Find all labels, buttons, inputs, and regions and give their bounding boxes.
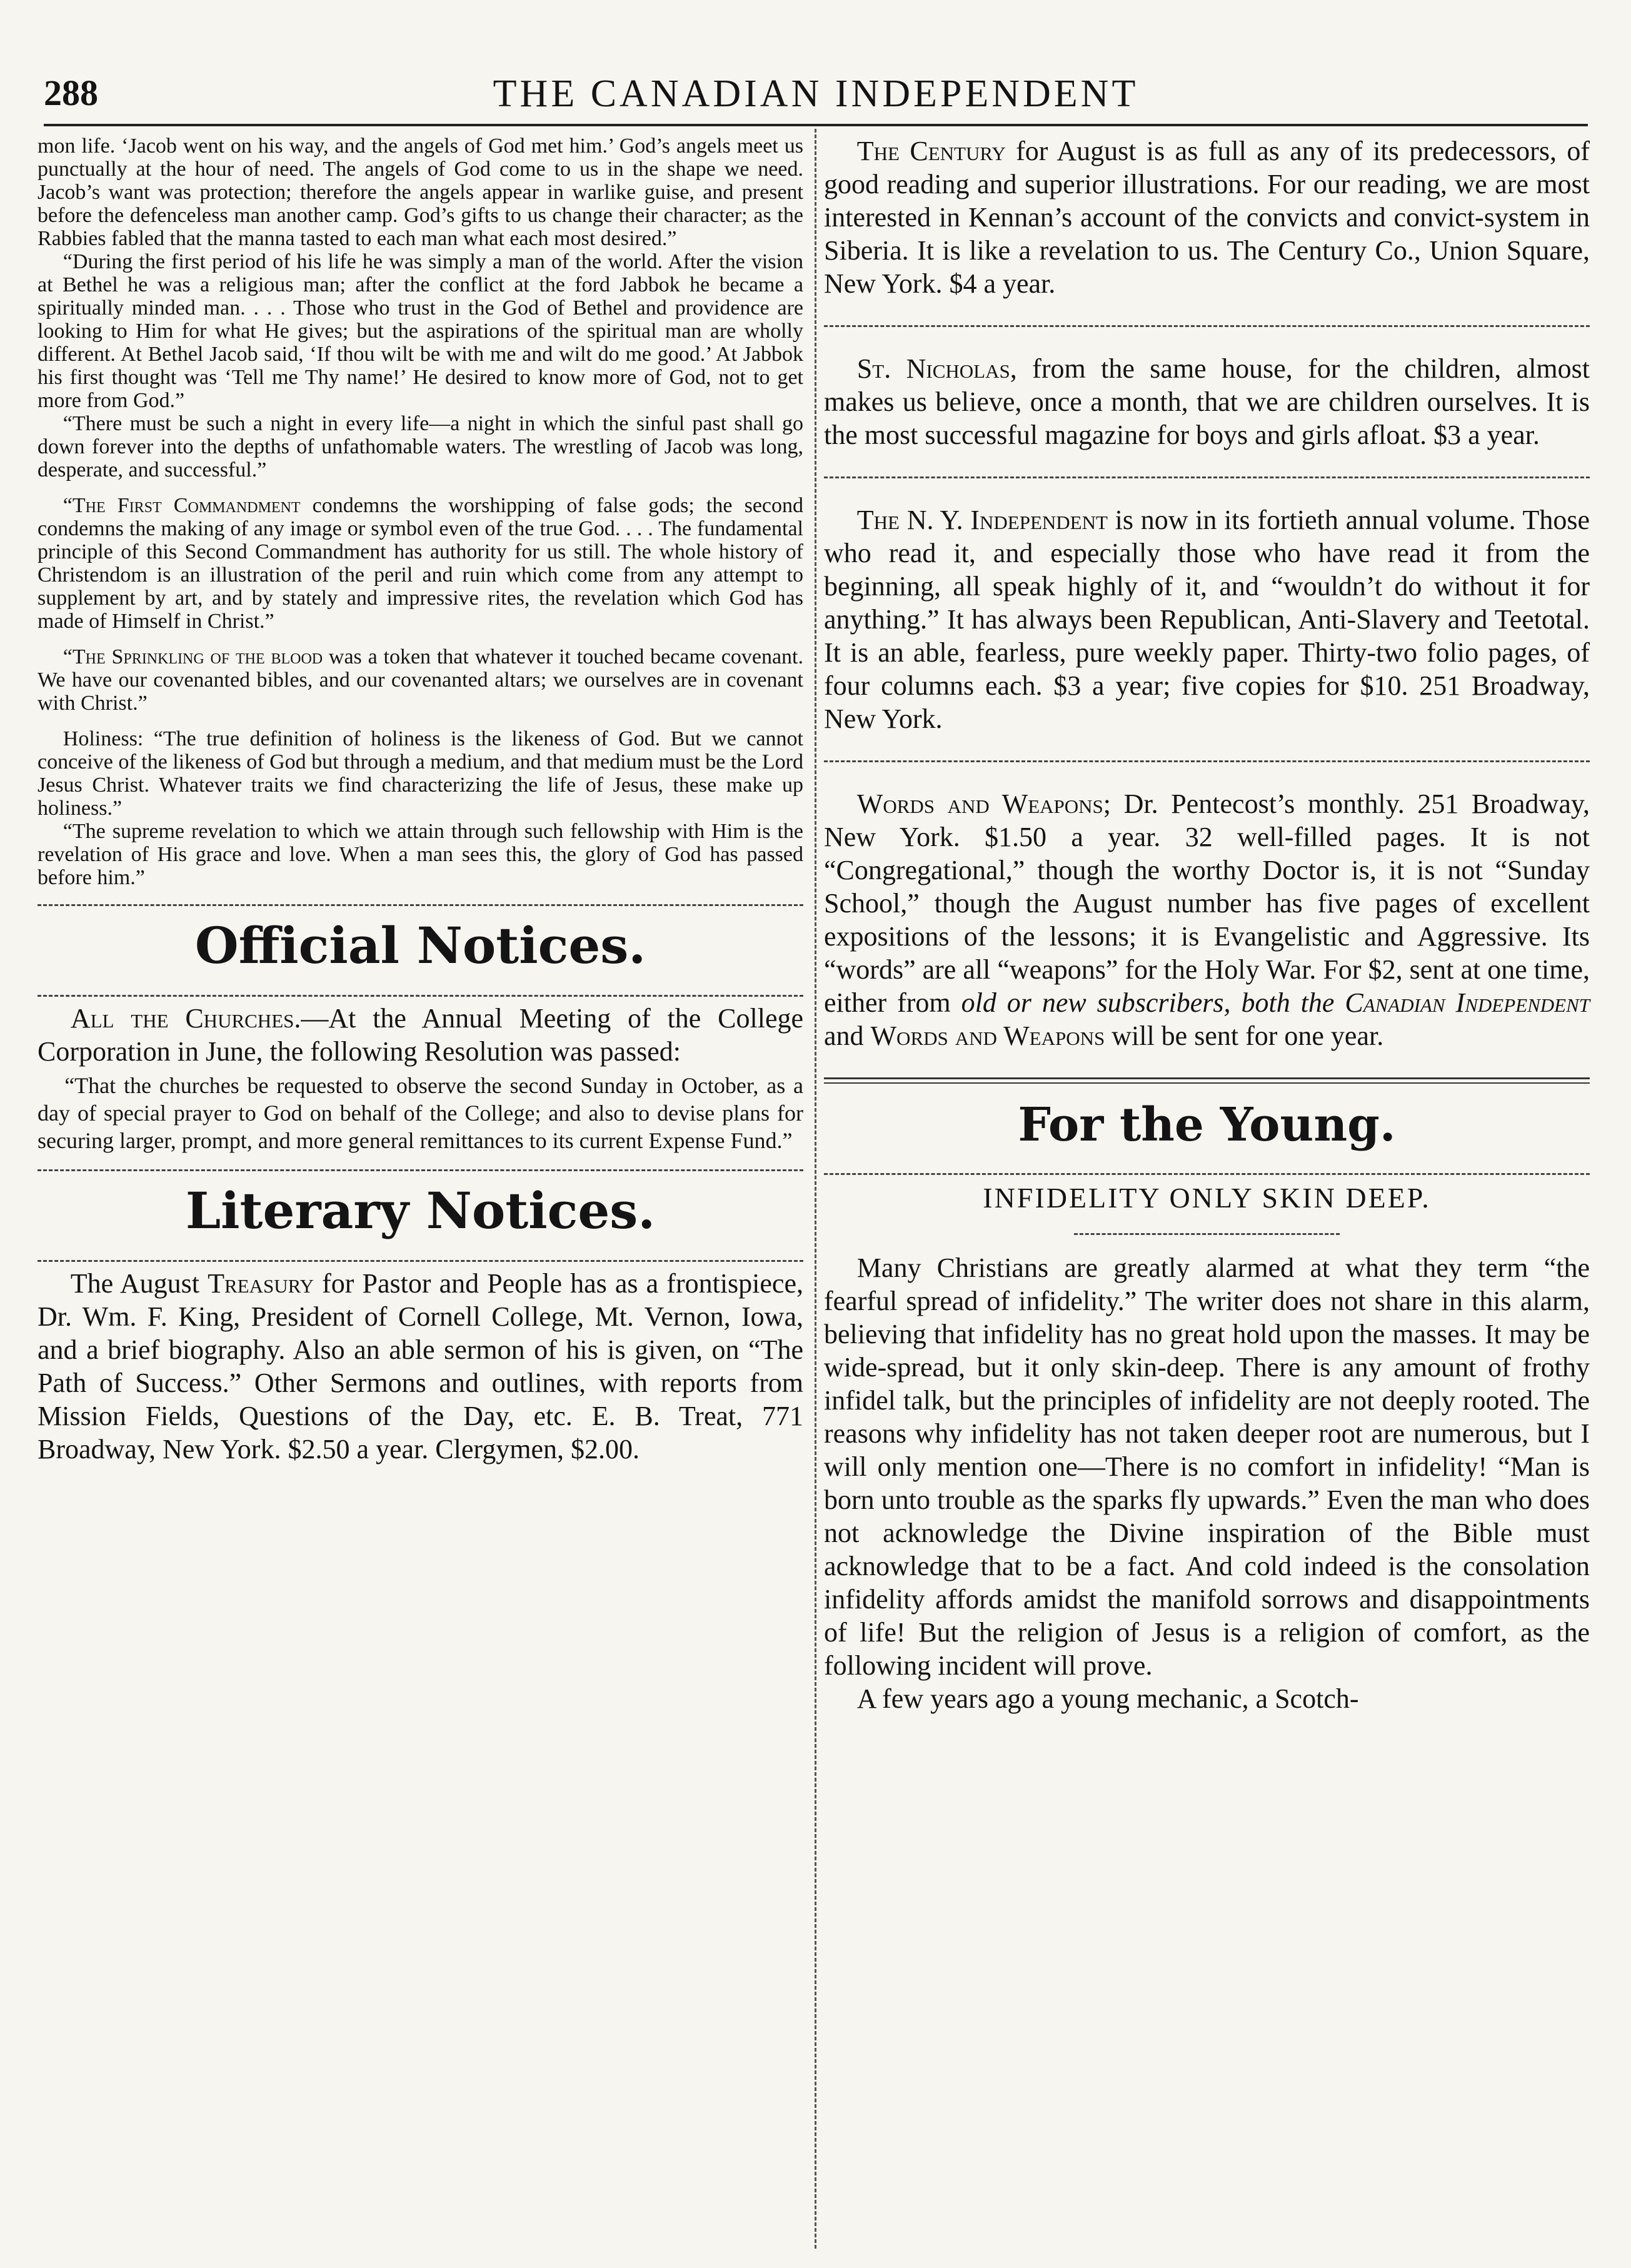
- official-notice-lead: All the Churches.: [70, 1003, 301, 1034]
- story-paragraph-1: Many Christians are greatly alarmed at what they term “the fearful spread of infidelity.” The writer does not share in this alarm, believing that infidelity has no great hold upon the masses. It may be wide-spread, but it only skin-deep. There is any amount of frothy infidel talk, but the principles of infidelity are not deeply rooted. The reasons why infidelity has not taken deeper root are numerous, but I will only mention one—There is no comfort in infidelity! “Man is born unto trouble as the sparks fly upwards.” Even the man who does not acknowledge the Divine inspiration of the Bible must acknowledge that to be a fact. And cold indeed is the consolation infidelity affords amidst the manifold sorrows and disappointments of life! But the religion of Jesus is a religion of comfort, as the following incident will prove.: [824, 1252, 1590, 1681]
- section-divider: [38, 904, 803, 906]
- section-divider: [824, 1173, 1590, 1175]
- sermon-paragraph-6: Holiness: “The true definition of holiness is the likeness of God. But we cannot conceive of the likeness of God but through a medium, and that medium must be the Lord Jesus Christ. Whatever traits we find characterizing the life of Jesus, these make up holiness.”: [38, 727, 803, 820]
- section-divider: [38, 1260, 803, 1262]
- official-notice-text: —At the Annual Meeting of the College Corporation in June, the following Resolution was passed:: [38, 1003, 803, 1067]
- right-column: [824, 134, 1590, 1715]
- journal-title: THE CANADIAN INDEPENDENT: [493, 73, 1139, 115]
- header-rule: [44, 124, 1588, 126]
- section-divider: [38, 995, 803, 997]
- st-nicholas-notice: St. Nicholas, from the same house, for the children, almost makes us believe, once a month, that we are children ourselves. It is the most successful magazine for boys and girls afloat. $3 a year.: [824, 353, 1590, 450]
- notice-divider: [824, 476, 1590, 478]
- left-column: [38, 134, 803, 1466]
- page-header: [44, 66, 1588, 122]
- treasury-title: Treasury: [208, 1268, 314, 1299]
- sprinkling-text: was a token that whatever it touched became covenant. We have our covenanted bibles, and our covenanted altars; we ourselves are in covenant with Christ.”: [38, 645, 803, 715]
- section-divider: [1074, 1233, 1340, 1235]
- st-nicholas-lead: St. Nicholas: [856, 353, 1010, 384]
- sprinkling-lead: “The Sprinkling of the blood: [63, 645, 323, 668]
- sermon-paragraph-4: [38, 494, 803, 633]
- story-paragraph-2: A few years ago a young mechanic, a Scotch-: [856, 1683, 1359, 1714]
- for-the-young-heading: For the Young.: [1018, 1098, 1396, 1152]
- sermon-paragraph-3: “There must be such a night in every life—a night in which the sinful past shall go down forever into the depths of unfathomable waters. The wrestling of Jacob was long, desperate, and successful.”: [38, 412, 803, 481]
- official-resolution: “That the churches be requested to observe the second Sunday in October, as a day of special prayer to God on behalf of the College; and also to devise plans for securing larger, prompt, and more general remittances to its current Expense Fund.”: [38, 1073, 803, 1153]
- ny-independent-lead: The N. Y. Independent: [856, 505, 1108, 535]
- literary-notices-heading: Literary Notices.: [185, 1181, 656, 1240]
- sermon-paragraph-2: “During the first period of his life he was simply a man of the world. After the vision at Bethel he was a religious man; after the conflict at the ford Jabbok he became a spiritually minded man. . . . Those who trust in the God of Bethel and providence are looking to Him for what He gives; but the aspirations of the spiritual man are wholly different. At Bethel Jacob said, ‘If thou wilt be with me and wilt do me good.’ At Jabbok his first thought was ‘Tell me Thy name!’ He desired to know more of God, not to get more from God.”: [38, 250, 803, 412]
- section-divider: [38, 1169, 803, 1171]
- sermon-paragraph-5: [38, 645, 803, 715]
- first-commandment-text: condemns the worshipping of false gods; the second condemns the making of any image or symbol even of the true God. . . . The fundamental principle of this Second Commandment has authority for us still. The whole history of Christendom is an illustration of the peril and ruin which come from any attempt to supplement by art, and by stately and impressive rites, the revelation which God has made of Himself in Christ.”: [38, 494, 804, 633]
- notice-divider: [824, 760, 1590, 762]
- official-notices-heading: Official Notices.: [194, 916, 646, 975]
- words-weapons-notice: Words and Weapons; Dr. Pentecost’s monthly. 251 Broadway, New York. $1.50 a year. 32 well-filled pages. It is not “Congregational,” though the worthy Doctor is, it is not “Sunday School,” though the August number has five pages of excellent expositions of the lessons; it is Evangelistic and Aggressive. Its “words” are all “weapons” for the Holy War. For $2, sent at one time, either from old or new subscribers, both the Canadian Independent and Words and Weapons will be sent for one year.: [824, 789, 1590, 1051]
- sermon-paragraph-7: “The supreme revelation to which we attain through such fellowship with Him is the revelation of His grace and love. When a man sees this, the glory of God has passed before him.”: [38, 820, 803, 889]
- page-number: 288: [44, 73, 98, 113]
- ny-independent-notice: The N. Y. Independent is now in its fortieth annual volume. Those who read it, and especially those who have read it from the beginning, all speak highly of it, and “wouldn’t do without it for anything.” It has always been Republican, Anti-Slavery and Teetotal. It is an able, fearless, pure weekly paper. Thirty-two folio pages, of four columns each. $3 a year; five copies for $10. 251 Broadway, New York.: [824, 505, 1590, 734]
- official-notice-paragraph: [38, 1002, 803, 1068]
- words-weapons-lead: Words and Weapons: [856, 789, 1103, 819]
- notice-divider: [824, 325, 1590, 327]
- sermon-paragraph-1: mon life. ‘Jacob went on his way, and the angels of God met him.’ God’s angels meet us punctually at the hour of need. The angels of God come to us in the shape we need. Jacob’s want was protection; therefore the angels appear in warlike guise, and present before the defenceless man another camp. God’s gifts to us change their character; as the Rabbies fabled that the manna tasted to each man what each most desired.”: [38, 134, 803, 250]
- column-divider: [815, 129, 816, 2249]
- first-commandment-lead: “The First Commandment: [63, 494, 301, 517]
- century-notice: The Century for August is as full as any of its predecessors, of good reading and superior illustrations. For our reading, we are most interested in Kennan’s account of the convicts and convict-system in Siberia. It is like a revelation to us. The Century Co., Union Square, New York. $4 a year.: [824, 136, 1590, 299]
- story-title: INFIDELITY ONLY SKIN DEEP.: [983, 1182, 1431, 1214]
- century-lead: The Century: [856, 136, 1006, 166]
- treasury-notice: The August Treasury for Pastor and People has as a frontispiece, Dr. Wm. F. King, President of Cornell College, Mt. Vernon, Iowa, and a brief biography. Also an able sermon of his is given, on “The Path of Success.” Other Sermons and outlines, with reports from Mission Fields, Questions of the Day, etc. E. B. Treat, 771 Broadway, New York. $2.50 a year. Clergymen, $2.00.: [38, 1268, 803, 1464]
- section-divider: [824, 1077, 1590, 1084]
